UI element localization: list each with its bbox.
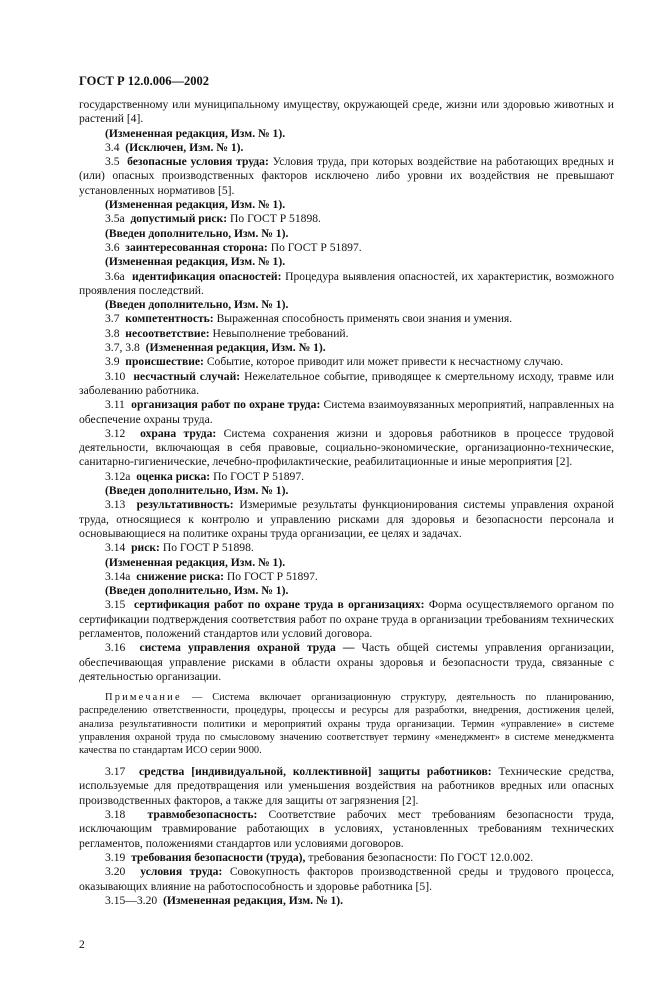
definition-item — [79, 212, 614, 226]
definition-item — [79, 155, 614, 198]
definition-item — [79, 541, 614, 555]
amendment-note — [79, 127, 614, 141]
term: сертификация работ по охране труда в организациях: — [134, 598, 425, 612]
document-header: ГОСТ Р 12.0.006—2002 — [79, 74, 210, 88]
amendment-text: (Измененная редакция, Изм. № 1). — [105, 198, 286, 212]
clause-number: 3.6а — [105, 269, 125, 283]
term: компетентность: — [125, 312, 214, 326]
term: идентификация опасностей: — [131, 269, 282, 283]
clause-number: 3.12 — [105, 426, 126, 440]
amendment-text: (Измененная редакция, Изм. № 1). — [105, 255, 286, 269]
clause-number: 3.14а — [105, 569, 131, 583]
term: безопасные условия труда: — [127, 155, 269, 169]
term: допустимый риск: — [130, 212, 228, 226]
definition-text: Совокупность факторов производственной среды и трудового процесса, оказывающих влияние на работоспособность и здоровье работника [5]. — [79, 865, 614, 893]
definition-text: По ГОСТ Р 51897. — [213, 469, 305, 483]
definition-text: Невыполнение требований. — [212, 326, 349, 340]
definition-item — [79, 355, 614, 369]
clause-number: 3.5 — [105, 155, 120, 169]
term: травмобезопасность: — [147, 808, 258, 822]
amendment-note — [79, 255, 614, 269]
term: организация работ по охране труда: — [131, 398, 321, 412]
definition-item — [79, 808, 614, 851]
definition-item — [79, 851, 614, 865]
clause-number: 3.15—3.20 — [105, 893, 158, 907]
clause-number: 3.8 — [105, 326, 120, 340]
term: заинтересованная сторона: — [125, 240, 268, 254]
definition-item — [79, 865, 614, 894]
definition-text: Процедура выявления опасностей, их характеристик, возможного проявления последствий. — [79, 269, 614, 297]
definition-item — [79, 270, 614, 299]
definition-text: Условия труда, при которых воздействие на работающих вредных и (или) опасных производственных факторов исключено либо уровни их воздействия не превышают установленных нормативов [5]. — [79, 155, 614, 197]
note — [79, 691, 614, 757]
term: оценка риска: — [136, 469, 211, 483]
definition-item — [79, 641, 614, 684]
term: средства [индивидуальной, коллективной] защиты работников: — [139, 765, 492, 779]
note-label: Примечание — [105, 692, 182, 704]
term: происшествие: — [125, 355, 204, 369]
amendment-text: (Исключен, Изм. № 1). — [125, 140, 244, 154]
amendment-text: (Введен дополнительно, Изм. № 1). — [105, 298, 289, 312]
definition-text: Технические средства, используемые для предотвращения или уменьшения воздействия на работников вредных или опасных производственных факторов, а также для защиты от загрязнения [2]. — [79, 765, 614, 807]
definition-item — [79, 498, 614, 541]
term: результативность: — [136, 498, 234, 512]
page-number: 2 — [79, 938, 85, 952]
clause-number: 3.18 — [105, 808, 126, 822]
clause-number: 3.15 — [105, 598, 126, 612]
clause-number: 3.12а — [105, 469, 131, 483]
clause-number: 3.13 — [105, 498, 126, 512]
definition-item — [79, 570, 614, 584]
definition-text: По ГОСТ Р 51897. — [226, 569, 318, 583]
term: система управления охраной труда — — [139, 641, 355, 655]
term: риск: — [131, 541, 160, 555]
definition-item — [79, 370, 614, 399]
clause-number: 3.10 — [105, 369, 126, 383]
definition-item — [79, 427, 614, 470]
term: несоответствие: — [125, 326, 210, 340]
clause-number: 3.6 — [105, 240, 120, 254]
term: условия труда: — [140, 865, 223, 879]
paragraph-continuation — [79, 98, 614, 127]
definition-text: Система сохранения жизни и здоровья работников в процессе трудовой деятельности, включающая в себя правовые, социально-экономические, организационно-технические, санитарно-гигиенические, лечебно-профилактические, реабилитационные и иные мероприятия [2]. — [79, 426, 615, 469]
definition-text: Нежелательное событие, приводящее к смертельному исходу, травме или заболеванию работника. — [79, 369, 614, 397]
document-body — [79, 98, 614, 908]
definition-text: требования безопасности: По ГОСТ 12.0.002. — [308, 850, 534, 864]
amendment-note — [79, 894, 614, 908]
amendment-note — [79, 141, 614, 155]
definition-item — [79, 327, 614, 341]
amendment-text: (Измененная редакция, Изм. № 1). — [162, 893, 344, 907]
clause-number: 3.11 — [105, 398, 125, 412]
amendment-text: (Введен дополнительно, Изм. № 1). — [105, 584, 289, 598]
clause-number: 3.9 — [105, 355, 120, 369]
definition-text: Форма осуществляемого органом по сертификации подтверждения соответствия работ по охране труда в организации требованиям технических регламентов, положений стандартов или условий договора. — [79, 598, 614, 640]
term: охрана труда: — [140, 426, 217, 440]
clause-number: 3.16 — [105, 641, 126, 655]
note-text: — Система включает организационную структуру, деятельность по планированию, распределению ответственности, процедуры, процессы и ресурсы для разработки, внедрения, достижения целей, анализа результативности политики и мероприятий охраны труда организации. Термин «управление» в системе управления охраной труда по смысловому значению соответствует термину «менеджмент» в системе менеджмента качества по стандартам ИСО серии 9000. — [79, 692, 614, 756]
amendment-text: (Введен дополнительно, Изм. № 1). — [105, 484, 289, 498]
amendment-text: (Измененная редакция, Изм. № 1). — [105, 555, 286, 569]
clause-number: 3.19 — [105, 850, 126, 864]
amendment-note — [79, 298, 614, 312]
definition-text: Соответствие рабочих мест требованиям безопасности труда, исключающим травмирование работающих в условиях, установленных требованиям технических регламентов, положениями стандартов или условиями договоров. — [79, 808, 615, 850]
definition-item — [79, 765, 614, 808]
amendment-note — [79, 198, 614, 212]
definition-text: По ГОСТ Р 51898. — [230, 212, 321, 226]
clause-number: 3.14 — [105, 541, 126, 555]
definition-text: Выраженная способность применять свои знания и умения. — [216, 312, 513, 326]
definition-text: Событие, которое приводит или может привести к несчастному случаю. — [206, 355, 564, 369]
clause-number: 3.17 — [105, 765, 126, 779]
definition-text: По ГОСТ Р 51898. — [162, 541, 254, 555]
paragraph-text: государственному или муниципальному имуществу, окружающей среде, жизни или здоровью животных и растений [4]. — [79, 98, 614, 126]
term: требования безопасности (труда), — [131, 850, 306, 864]
clause-number: 3.4 — [105, 140, 120, 154]
definition-item — [79, 398, 614, 427]
amendment-note — [79, 227, 614, 241]
definition-text: Система взаимоувязанных мероприятий, направленных на обеспечение охраны труда. — [79, 398, 615, 426]
amendment-note — [79, 341, 614, 355]
clause-number: 3.7, 3.8 — [105, 341, 140, 355]
definition-text: По ГОСТ Р 51897. — [270, 240, 362, 254]
definition-item — [79, 241, 614, 255]
clause-number: 3.7 — [105, 312, 120, 326]
clause-number: 3.5а — [105, 212, 125, 226]
definition-item — [79, 470, 614, 484]
definition-item — [79, 312, 614, 326]
definition-text: Измеримые результаты функционирования системы управления охраной труда, относящиеся к контролю и управлению рисками для здоровья и безопасности персонала и основывающиеся на политике охраны труда организации, ее целях и задачах. — [79, 498, 615, 540]
clause-number: 3.20 — [105, 865, 126, 879]
definition-text: Часть общей системы управления организации, обеспечивающая управление рисками в области охраны здоровья и безопасности труда, связанные с деятельностью организации. — [79, 641, 615, 683]
amendment-text: (Измененная редакция, Изм. № 1). — [105, 126, 286, 140]
definition-item — [79, 598, 614, 641]
amendment-text: (Измененная редакция, Изм. № 1). — [145, 341, 326, 355]
term: снижение риска: — [136, 569, 224, 583]
amendment-note — [79, 484, 614, 498]
amendment-note — [79, 556, 614, 570]
amendment-text: (Введен дополнительно, Изм. № 1). — [105, 226, 289, 240]
amendment-note — [79, 584, 614, 598]
term: несчастный случай: — [133, 369, 241, 383]
